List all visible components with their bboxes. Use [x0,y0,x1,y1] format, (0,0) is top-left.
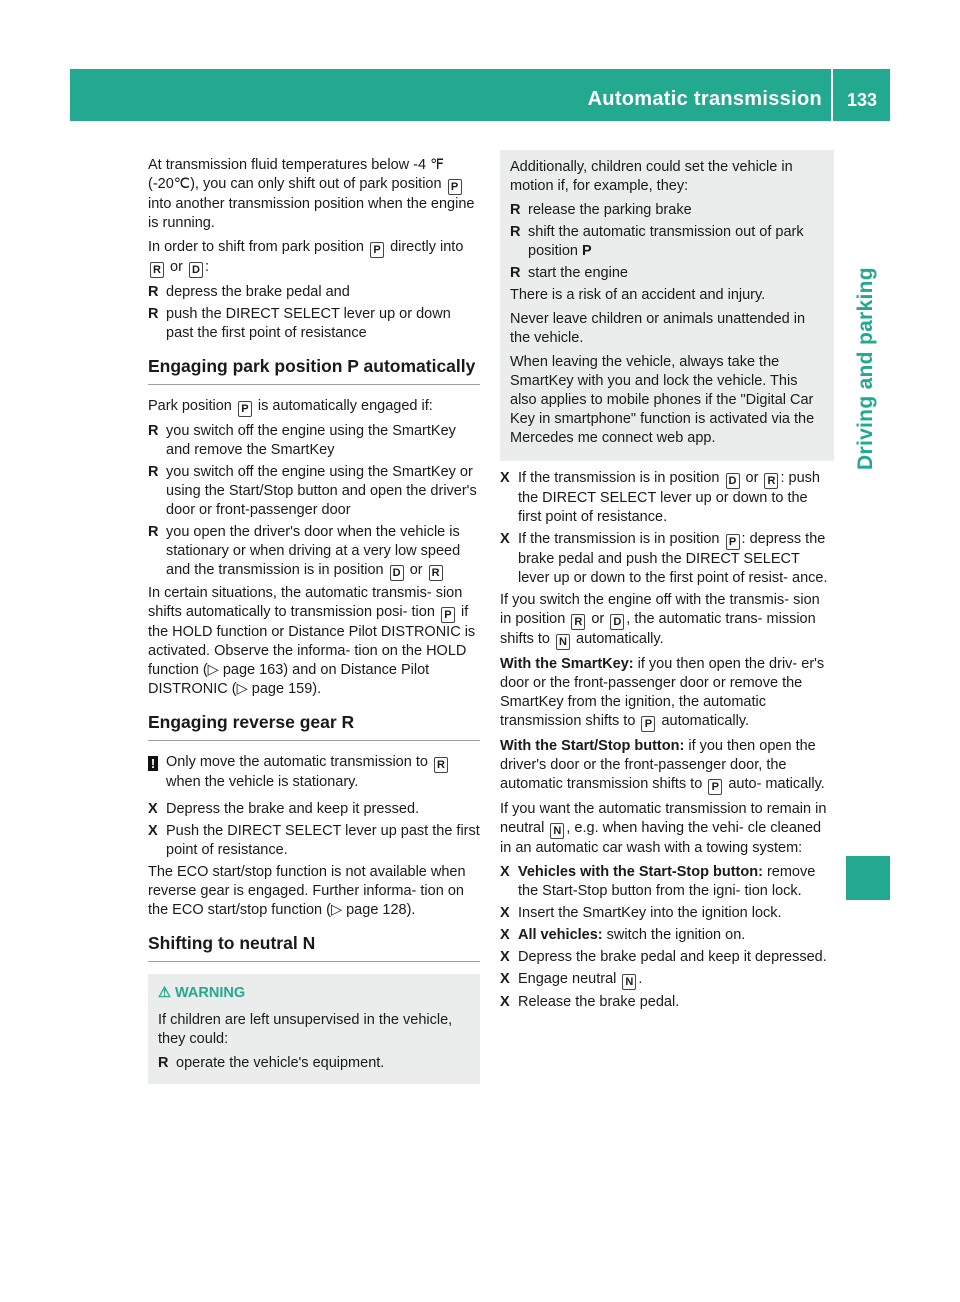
right-column [500,150,834,1015]
step-arrow-icon: X [500,994,510,1010]
heading-neutral: Shifting to neutral N [148,934,480,962]
step-arrow-icon: X [500,949,510,965]
paragraph: Additionally, children could set the vehicle in motion if, for example, they: [510,159,793,194]
warning-text: If children are left unsupervised in the vehicle, they could: [158,1012,453,1047]
paragraph: When leaving the vehicle, always take the SmartKey with you and lock the vehicle. This also applies to mobile phones if the "Digital Car Key in smartphone" function is activated via the Mercedes me connect web app. [510,354,815,446]
warning-title: ⚠ WARNING [158,985,246,1001]
gear-r-icon: R [434,757,448,773]
paragraph: The ECO start/stop function is not available when reverse gear is engaged. Further informa- tion on the ECO start/stop function (▷ page 128). [148,864,466,918]
paragraph: At transmission fluid temperatures below -4 ℉ (-20℃), you can only shift out of park position P into another transmission position when the engine is running. [148,157,475,231]
step: X Vehicles with the Start-Stop button: remove the Start-Stop button from the igni- tion lock. [500,864,816,899]
step-arrow-icon: X [500,531,510,547]
paragraph: With the Start/Stop button: if you then open the driver's door or the front-passenger door, the automatic transmission shifts to P auto- matically. [500,738,825,793]
gear-p-icon: P [238,401,252,417]
gear-n-icon: N [550,823,564,839]
bullet-icon: R [148,306,159,322]
gear-d-icon: D [390,565,404,581]
gear-p-icon: P [370,242,384,258]
step-arrow-icon: X [500,470,510,486]
paragraph: In certain situations, the automatic transmis- sion shifts automatically to transmission posi- tion P if the HOLD function or Distance Pilot DISTRONIC is activated. Observe the informa- tion on the HOLD function (▷ page 163) and on Distance Pilot DISTRONIC (▷ page 159). [148,585,476,697]
paragraph: If you want the automatic transmission to remain in neutral N , e.g. when having the vehi- cle cleaned in an automatic car wash with a towing system: [500,801,827,856]
list-item: R you open the driver's door when the vehicle is stationary or when driving at a very low speed and the transmission is in position D or R [148,524,461,579]
paragraph: In order to shift from park position P directly into R or D : [148,239,464,276]
heading-reverse: Engaging reverse gear R [148,713,480,741]
step: X Depress the brake and keep it pressed. [148,801,420,817]
gear-p-icon: P [448,179,462,195]
gear-r-icon: R [429,565,443,581]
gear-p-icon: P [708,779,722,795]
header-divider [831,69,833,121]
step: X All vehicles: switch the ignition on. [500,927,746,943]
gear-p-icon: P [726,534,740,550]
list-item: R depress the brake pedal and [148,284,350,300]
section-title: Automatic transmission [587,88,822,110]
list-item: R release the parking brake [510,202,692,218]
step: X Depress the brake pedal and keep it depressed. [500,949,827,965]
step-arrow-icon: X [148,801,158,817]
gear-d-icon: D [610,614,624,630]
warning-icon: ⚠ [158,985,171,1001]
list-item: R push the DIRECT SELECT lever up or down past the first point of resistance [148,306,451,341]
step: X If the transmission is in position P : depress the brake pedal and push the DIRECT SELECT lever up or down to the first point of resist- ance. [500,531,828,586]
step-arrow-icon: X [148,823,158,839]
step: X Insert the SmartKey into the ignition lock. [500,905,782,921]
gear-r-icon: R [150,262,164,278]
paragraph: Never leave children or animals unattended in the vehicle. [510,311,806,346]
warning-box-continued [500,150,834,461]
step-arrow-icon: X [500,927,510,943]
gear-d-icon: D [726,473,740,489]
paragraph: If you switch the engine off with the transmis- sion in position R or D , the automatic trans- mission shifts to N automatically. [500,592,820,648]
bullet-icon: R [510,265,521,281]
heading-park: Engaging park position P automatically [148,357,480,385]
bullet-icon: R [148,423,159,439]
step: X If the transmission is in position D or R : push the DIRECT SELECT lever up or down to the first point of resistance. [500,470,820,525]
step-arrow-icon: X [500,971,510,987]
paragraph: With the SmartKey: if you then open the driv- er's door or the front-passenger door or remove the SmartKey from the ignition, the automatic transmission shifts to P automatically. [500,656,825,730]
gear-n-icon: N [622,974,636,990]
bullet-icon: R [148,284,159,300]
paragraph: There is a risk of an accident and injury. [510,287,766,303]
gear-r-icon: R [571,614,585,630]
step-arrow-icon: X [500,864,510,880]
step: X Release the brake pedal. [500,994,680,1010]
list-item: R start the engine [510,265,628,281]
chapter-tab-label: Driving and parking [854,267,877,470]
bullet-icon: R [510,224,521,240]
page-number: 133 [846,90,878,110]
paragraph: Park position P is automatically engaged if: [148,398,433,415]
gear-r-icon: R [764,473,778,489]
left-column [148,156,480,1084]
list-item: R you switch off the engine using the SmartKey or using the Start/Stop button and open the driver's door or front-passenger door [148,464,477,518]
gear-d-icon: D [189,262,203,278]
bullet-icon: R [510,202,521,218]
note: ! Only move the automatic transmission to R when the vehicle is stationary. [148,753,480,792]
exclamation-icon: ! [148,756,158,771]
bullet-icon: R [158,1055,169,1071]
warning-box [148,974,480,1084]
bullet-icon: R [148,524,159,540]
list-item: R operate the vehicle's equipment. [158,1055,385,1071]
gear-n-icon: N [556,634,570,650]
step-arrow-icon: X [500,905,510,921]
list-item: R you switch off the engine using the SmartKey and remove the SmartKey [148,423,456,458]
gear-p-icon: P [441,607,455,623]
bullet-icon: R [148,464,159,480]
step: X Push the DIRECT SELECT lever up past the first point of resistance. [148,823,480,858]
chapter-tab-marker [846,856,890,900]
gear-p-icon: P [641,716,655,732]
step: X Engage neutral N . [500,971,643,988]
list-item: R shift the automatic transmission out of park position P [510,224,804,259]
